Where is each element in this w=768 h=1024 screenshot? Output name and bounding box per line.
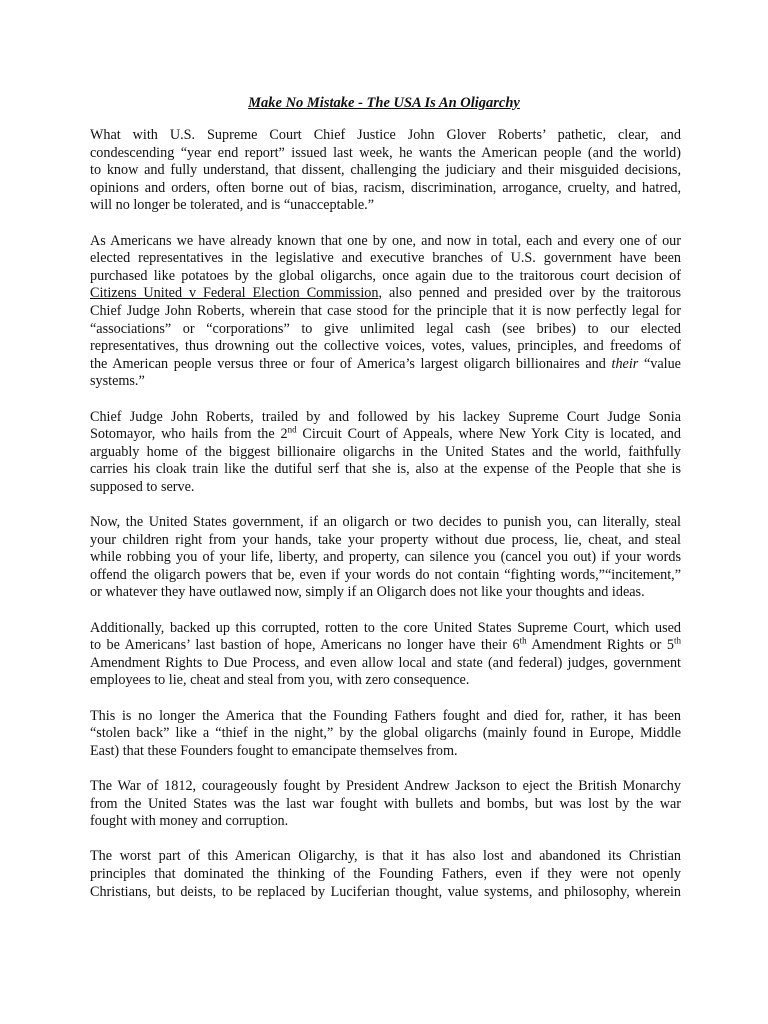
ordinal-suffix: nd bbox=[287, 424, 297, 435]
emphasis-text: their bbox=[611, 355, 639, 372]
document-title: Make No Mistake - The USA Is An Oligarchy bbox=[248, 95, 520, 111]
text-line: principles that dominated the thinking of the Founding Fathers, even if they were not openly bbox=[90, 865, 681, 882]
ordinal-suffix: th bbox=[519, 635, 527, 646]
case-citation-link[interactable]: Citizens United v Federal Election Commission bbox=[90, 285, 379, 302]
paragraph bbox=[90, 514, 681, 602]
text-line: Sotomayor, who hails from the 2nd Circuit Court of Appeals, where New York City is located, and bbox=[90, 424, 681, 443]
text-line: Chief Judge John Roberts, trailed by and followed by his lackey Supreme Court Judge Sonia bbox=[90, 408, 681, 425]
paragraph bbox=[90, 778, 681, 831]
text-line: employees to lie, cheat and steal from you, with zero consequence. bbox=[90, 672, 470, 689]
text-line: Now, the United States government, if an oligarch or two decides to punish you, can literally, steal bbox=[90, 514, 681, 531]
text-line: East) that these Founders fought to emancipate themselves from. bbox=[90, 742, 458, 759]
text-line: systems.” bbox=[90, 373, 145, 390]
text-line: from the United States was the last war fought with bullets and bombs, but was lost by the war bbox=[90, 795, 681, 812]
text-line: carries his cloak train like the dutiful serf that she is, also at the expense of the People that she is bbox=[90, 461, 681, 478]
text-line: Additionally, backed up this corrupted, rotten to the core United States Supreme Court, which used bbox=[90, 619, 681, 636]
text-line: “stolen back” like a “thief in the night,” by the global oligarchs (mainly found in Europe, Middle bbox=[90, 725, 681, 742]
text-line: while robbing you of your life, liberty, and property, can silence you (cancel you out) if your words bbox=[90, 549, 681, 566]
ordinal-suffix: th bbox=[673, 635, 681, 646]
text-line: to know and fully understand, that dissent, challenging the judiciary and their misguided decisions, bbox=[90, 162, 681, 179]
text-line: Chief Judge John Roberts, wherein that case stood for the principle that it is now perfectly legal for bbox=[90, 302, 681, 319]
paragraph bbox=[90, 848, 681, 901]
text-line: Christians, but deists, to be replaced by Luciferian thought, value systems, and philosophy, wherein bbox=[90, 883, 681, 900]
text-line: opinions and orders, often borne out of bias, racism, discrimination, arrogance, cruelty, and hatred, bbox=[90, 179, 681, 196]
text-line: elected representatives in the legislative and executive branches of U.S. government have been bbox=[90, 250, 681, 267]
text-line: offend the oligarch powers that be, even if your words do not contain “fighting words,”“incitement,” bbox=[90, 566, 681, 583]
paragraph bbox=[90, 708, 681, 761]
paragraph bbox=[90, 127, 681, 215]
paragraph bbox=[90, 233, 681, 391]
text-line: the American people versus three or four of America’s largest oligarch billionaires and their “value bbox=[90, 355, 681, 372]
text-line: Amendment Rights to Due Process, and even allow local and state (and federal) judges, government bbox=[90, 654, 681, 671]
text-line: arguably home of the biggest billionaire oligarchs in the United States and the world, faithfully bbox=[90, 443, 681, 460]
text-line: representatives, thus drowning out the collective voices, votes, values, principles, and freedoms of bbox=[90, 338, 681, 355]
paragraph bbox=[90, 409, 681, 497]
text-line: or whatever they have outlawed now, simply if an Oligarch does not like your thoughts and ideas. bbox=[90, 584, 645, 601]
text-line: fought with money and corruption. bbox=[90, 813, 289, 830]
text-line: As Americans we have already known that one by one, and now in total, each and every one of our bbox=[90, 232, 681, 249]
text-line: condescending “year end report” issued last week, he wants the American people (and the world) bbox=[90, 144, 681, 161]
paragraph bbox=[90, 620, 681, 690]
text-line: purchased like potatoes by the global oligarchs, once again due to the traitorous court decision of bbox=[90, 267, 681, 284]
text-line: “associations” or “corporations” to give unlimited legal cash (see bribes) to our elected bbox=[90, 320, 681, 337]
text-line: supposed to serve. bbox=[90, 478, 195, 495]
text-line: What with U.S. Supreme Court Chief Justice John Glover Roberts’ pathetic, clear, and bbox=[90, 127, 681, 143]
text-line: The War of 1812, courageously fought by President Andrew Jackson to eject the British Monarchy bbox=[90, 777, 681, 794]
text-line: will no longer be tolerated, and is “unacceptable.” bbox=[90, 197, 375, 214]
text-line: The worst part of this American Oligarchy, is that it has also lost and abandoned its Christian bbox=[90, 848, 681, 865]
text-line: This is no longer the America that the Founding Fathers fought and died for, rather, it has been bbox=[90, 707, 681, 724]
text-line: to be Americans’ last bastion of hope, Americans no longer have their 6th Amendment Rights or 5th bbox=[90, 635, 681, 654]
text-line: your children right from your hands, take your property without due process, lie, cheat, and steal bbox=[90, 531, 681, 548]
text-line: Citizens United v Federal Election Commission, also penned and presided over by the traitorous bbox=[90, 285, 681, 302]
document-body bbox=[90, 127, 681, 919]
